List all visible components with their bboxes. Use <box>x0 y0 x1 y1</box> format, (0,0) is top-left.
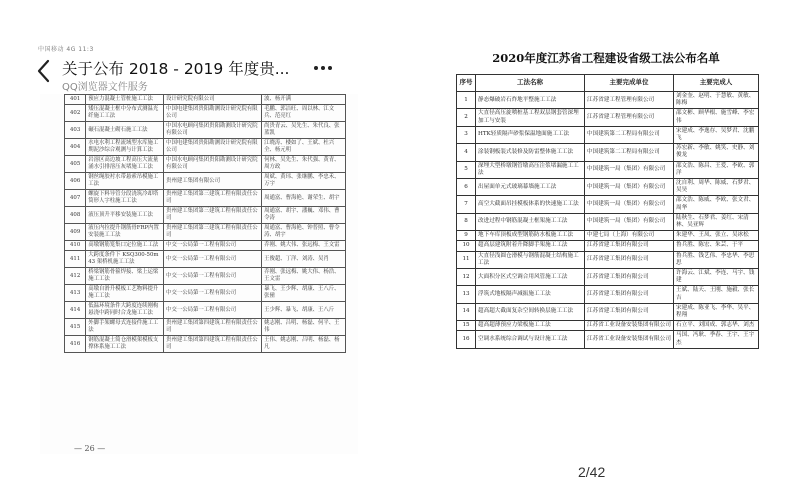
table-row <box>457 251 759 268</box>
cell-people: 周通富、胡宇、潘巍、邓伟、曹令涛 <box>262 207 346 224</box>
cell-people: 刘金奎、赵明、于慧敏、黄敏、陈梅 <box>674 92 759 109</box>
more-options-icon[interactable] <box>312 60 334 74</box>
cell-no: 13 <box>457 286 476 303</box>
cell-people: 宋建成、陈亚飞、李华、吴平、程翔 <box>674 303 759 320</box>
app-header <box>0 52 362 94</box>
cell-people: 周通富、曹海艳、钟普照、曹令涛、胡宇 <box>262 224 346 241</box>
cell-name: 地下车库顶板成型钢筋防水板施工工法 <box>476 231 585 241</box>
cell-people: 王俊超、丁洋、刘涛、吴肖 <box>262 251 346 268</box>
table-row <box>457 331 759 348</box>
document-table <box>64 94 346 353</box>
cell-no: 15 <box>457 321 476 331</box>
table-row <box>65 285 346 302</box>
table-row <box>65 105 346 122</box>
cell-name: HTK轻质隔声砂浆保温地面施工工法 <box>476 126 585 143</box>
cell-no: 408 <box>65 207 86 224</box>
cell-unit: 中国建筑第二工程局有限公司 <box>585 126 674 143</box>
cell-people: 波、杨开满 <box>262 95 346 105</box>
header-unit: 主要完成单位 <box>585 75 674 92</box>
cell-unit: 中国建筑一局（集团）有限公司 <box>585 161 674 178</box>
cell-no: 5 <box>457 161 476 178</box>
cell-no: 414 <box>65 302 86 319</box>
table-row <box>65 139 346 156</box>
cell-unit: 贵州建工集团第四建筑工程有限责任公司 <box>164 336 262 353</box>
cell-unit: 中交一公局第一工程有限公司 <box>164 302 262 319</box>
cell-unit: 江苏省建工集团有限公司 <box>585 241 674 251</box>
table-row <box>457 196 759 213</box>
list-title: 2020年度江苏省工程建设省级工法公布名单 <box>492 51 720 65</box>
cell-people: 周斌、黄玮、张继鹏、李忠禾、万宇 <box>262 173 346 190</box>
table-row <box>457 144 759 161</box>
cell-name: 浮筑式地板隔声减振施工工法 <box>476 286 585 303</box>
cell-people: 沈自利、周华、陈威、石梦君、吴昊 <box>674 179 759 196</box>
cell-unit: 中国建筑一局（集团）有限公司 <box>585 179 674 196</box>
cell-people: 邵文彬、顾华根、施雪峰、李宏伟 <box>674 109 759 126</box>
cell-no: 411 <box>65 251 86 268</box>
cell-people: 王少辉、暴飞、胡康、王八斤 <box>262 302 346 319</box>
status-bar: 中国移动 4G 11:3 <box>38 46 94 53</box>
header-no: 序号 <box>457 75 476 92</box>
table-row <box>457 241 759 251</box>
document-source: QQ浏览器文件服务 <box>62 82 148 93</box>
cell-people: 马国、冯耿、季春、王宇、王宇杰 <box>674 331 759 348</box>
document-title: 关于公布 2018 - 2019 年度贵... <box>62 60 290 78</box>
cell-unit: 中国水电顾问集团贵阳勘测设计研究院有限公司 <box>164 156 262 173</box>
cell-unit: 江苏省建工集团有限公司 <box>585 251 674 268</box>
cell-unit: 中交一公局第一工程有限公司 <box>164 251 262 268</box>
table-row <box>65 241 346 251</box>
method-list-table <box>456 74 759 349</box>
cell-people: 石立平、刘国成、郭志华、刘杰 <box>674 321 759 331</box>
cell-no: 2 <box>457 109 476 126</box>
cell-no: 9 <box>457 231 476 241</box>
cell-unit: 江苏省建工集团有限公司 <box>585 269 674 286</box>
cell-no: 4 <box>457 144 476 161</box>
cell-no: 407 <box>65 190 86 207</box>
table-row <box>457 161 759 178</box>
cell-name: 矮压混凝土框中分布式测温光纤施工工法 <box>86 105 164 122</box>
table-row <box>457 269 759 286</box>
cell-people: 姚志刚、吕明、杨磊、何平、王伟 <box>262 319 346 336</box>
cell-people: 邵文浩、陈威、李欧、张文君、周华 <box>674 196 759 213</box>
cell-unit: 中交一公局第一工程有限公司 <box>164 268 262 285</box>
cell-people: 邵文浩、陈昌、王爱、李欧、郭洋 <box>674 161 759 178</box>
cell-name: 大直径高压旋喷桩基工程双层钢套管深埋加工与安装 <box>476 109 585 126</box>
table-row <box>65 156 346 173</box>
cell-name: 深埋大型桥墩钢管墩高压注浆堵漏施工工法 <box>476 161 585 178</box>
cell-unit: 中建七局（上海）有限公司 <box>585 231 674 241</box>
page-indicator: 2/42 <box>578 464 606 480</box>
cell-people: 暴飞、王少辉、胡康、王八斤、张僮 <box>262 285 346 302</box>
cell-unit: 中交一公局第一工程有限公司 <box>164 285 262 302</box>
cell-people: 王斌、陆天、王刚、施毅、张长吉 <box>674 286 759 303</box>
cell-no: 3 <box>457 126 476 143</box>
table-row <box>65 207 346 224</box>
cell-name: 超高层建筑附着升降脚手架施工工法 <box>476 241 585 251</box>
table-row <box>457 303 759 320</box>
document-page-number: — 26 — <box>74 444 106 453</box>
cell-people: 苏宏新、李敏、姚笑、史静、刘俊龙 <box>674 144 759 161</box>
cell-unit: 中国水电顾问集团贵阳勘测设计研究院有限公司 <box>164 122 262 139</box>
cell-unit: 江苏省工业设备安装集团有限公司 <box>585 331 674 348</box>
table-row <box>65 319 346 336</box>
cell-unit: 江苏省建工程管理有限公司 <box>585 109 674 126</box>
cell-no: 7 <box>457 196 476 213</box>
left-phone-screen <box>0 0 362 500</box>
cell-name: 涂装钢板装式装修及防雷整体施工工法 <box>476 144 585 161</box>
cell-name: 静态爆破岩石炸地平整施工工法 <box>476 92 585 109</box>
cell-unit: 江苏省工业设备安装集团有限公司 <box>585 321 674 331</box>
table-row <box>65 173 346 190</box>
cell-unit: 贵州建工集团第三建筑工程有限责任公司 <box>164 190 262 207</box>
cell-unit: 贵州建工集团有限公司 <box>164 173 262 190</box>
cell-no: 8 <box>457 213 476 230</box>
cell-name: 液压内拉提升钢筋骨FRP内置安装施工工法 <box>86 224 164 241</box>
cell-no: 401 <box>65 95 86 105</box>
cell-no: 11 <box>457 251 476 268</box>
cell-no: 12 <box>457 269 476 286</box>
cell-name: 外脚手架螺母式连接件施工工法 <box>86 319 164 336</box>
cell-name: 钢筋混凝土简仓滑模架模板支撑体系施工工法 <box>86 336 164 353</box>
cell-name: 预应力混凝土管桩施工工法 <box>86 95 164 105</box>
table-row <box>457 213 759 230</box>
back-arrow-icon[interactable] <box>34 58 54 84</box>
cell-unit: 设计研究院有限公司 <box>164 95 262 105</box>
cell-name: 桥梁钢筋骨箍焊接、梁上运梁施工工法 <box>86 268 164 285</box>
cell-no: 406 <box>65 173 86 190</box>
cell-name: 空调水系统综合调试与设计施工工法 <box>476 331 585 348</box>
table-row <box>457 92 759 109</box>
table-row <box>65 251 346 268</box>
cell-name: 高空大截面吊挂模板体系的快速施工工法 <box>476 196 585 213</box>
cell-name: 岩溶区高边坡工程高压大流量涌水引排溶压灰堵施工工法 <box>86 156 164 173</box>
cell-no: 402 <box>65 105 86 122</box>
table-row <box>457 286 759 303</box>
table-row <box>457 126 759 143</box>
cell-people: 陆秋生、石梦君、姜红、宋清林、吴亚辉 <box>674 213 759 230</box>
cell-no: 6 <box>457 179 476 196</box>
cell-name: 低温环境条件大跨度连续刚构悬浇中跨同时合龙施工工法 <box>86 302 164 319</box>
table-row <box>65 336 346 353</box>
cell-no: 403 <box>65 122 86 139</box>
cell-people: 周通富、曹海艳、谢荣生、胡宇 <box>262 190 346 207</box>
cell-unit: 中国建筑一局（集团）有限公司 <box>585 196 674 213</box>
cell-people: 毛鹏、郭洁旺、周以林、江文兵、范亮红 <box>262 105 346 122</box>
cell-people: 王伟、姚志刚、吕明、杨磊、杨凡 <box>262 336 346 353</box>
cell-no: 1 <box>457 92 476 109</box>
cell-name: 钢丝绳胶衬水带悬索吊模施工工法 <box>86 173 164 190</box>
cell-unit: 贵州建工集团第四建筑工程有限责任公司 <box>164 319 262 336</box>
table-row <box>457 231 759 241</box>
cell-name: 大跨度条件下 KSQ300-50m43 架桥机施工工法 <box>86 251 164 268</box>
cell-name: 出屋面单元式玻璃幕墙施工工法 <box>476 179 585 196</box>
table-row <box>65 122 346 139</box>
cell-no: 416 <box>65 336 86 353</box>
cell-people: 许海云、江斌、李连、马宇、钱建 <box>674 269 759 286</box>
cell-people: 乔刚、姚大伟、张远梅、王文雷 <box>262 241 346 251</box>
cell-people: 朱建华、王凤、张立、吴冰松 <box>674 231 759 241</box>
cell-no: 14 <box>457 303 476 320</box>
cell-unit: 中交一公局第一工程有限公司 <box>164 241 262 251</box>
document-page <box>40 94 358 454</box>
cell-unit: 贵州建工集团第三建筑工程有限责任公司 <box>164 207 262 224</box>
cell-name: 超高超大截面复杂空间转换层施工工法 <box>476 303 585 320</box>
cell-no: 415 <box>65 319 86 336</box>
right-document-page <box>450 36 762 484</box>
cell-no: 405 <box>65 156 86 173</box>
table-row <box>65 224 346 241</box>
cell-name: 高墩自滑升模板工艺物料提升施工工法 <box>86 285 164 302</box>
cell-people: 鲁兵胜、钱艺伟、李忠华、李思思 <box>674 251 759 268</box>
cell-name: 螺旋下料导管分段浇筑冷却塔筒形人字柱施工工法 <box>86 190 164 207</box>
table-row <box>457 109 759 126</box>
cell-no: 410 <box>65 241 86 251</box>
header-people: 主要完成人 <box>674 75 759 92</box>
cell-name: 大面积分区式空调合用风管施工工法 <box>476 269 585 286</box>
cell-people: 宋建成、李逸存、吴梦君、沈鹏飞 <box>674 126 759 143</box>
cell-name: 高墩钢筋笼集口定位施工工法 <box>86 241 164 251</box>
table-row <box>65 268 346 285</box>
cell-people: 乔刚、张远梅、姚大伟、杨浩、王文雷 <box>262 268 346 285</box>
cell-people: 何林、吴先生、朱代强、黄青、周方政 <box>262 156 346 173</box>
table-header-row <box>457 75 759 92</box>
cell-name: 水电水利工程流域型水库施工期泥沙综合观测与计算工法 <box>86 139 164 156</box>
cell-name: 超高超薄预应力梁板施工工法 <box>476 321 585 331</box>
table-row <box>65 95 346 105</box>
cell-unit: 江苏省建工集团有限公司 <box>585 303 674 320</box>
cell-name: 改进过程中钢筋混凝土框架施工工法 <box>476 213 585 230</box>
cell-name: 碾石混凝土砌石施工工法 <box>86 122 164 139</box>
cell-unit: 中国电建集团贵阳勘测设计研究院有限公司 <box>164 105 262 122</box>
cell-no: 412 <box>65 268 86 285</box>
cell-unit: 中国电建集团贵阳勘测设计研究院有限公司 <box>164 139 262 156</box>
table-row <box>457 321 759 331</box>
cell-unit: 中国建筑第二工程局有限公司 <box>585 144 674 161</box>
cell-unit: 中国建筑一局（集团）有限公司 <box>585 213 674 230</box>
cell-no: 10 <box>457 241 476 251</box>
cell-name: 大直径浅圆仓滑模与钢筋混凝土结构施工工法 <box>476 251 585 268</box>
cell-no: 413 <box>65 285 86 302</box>
cell-name: 液压顶升平移安装施工工法 <box>86 207 164 224</box>
cell-no: 404 <box>65 139 86 156</box>
cell-unit: 贵州建工集团第三建筑工程有限责任公司 <box>164 224 262 241</box>
cell-unit: 江苏省建工集团有限公司 <box>585 286 674 303</box>
table-row <box>65 190 346 207</box>
header-name: 工法名称 <box>476 75 585 92</box>
cell-people: 江晓涛、楼如了、王斌、杜兴全、杨元明 <box>262 139 346 156</box>
cell-people: 尚贵青云、吴先生、朱代良、张蓝凯 <box>262 122 346 139</box>
cell-no: 16 <box>457 331 476 348</box>
cell-people: 鲁兵胜、陈宏、朱芸、于平 <box>674 241 759 251</box>
table-row <box>65 302 346 319</box>
table-row <box>457 179 759 196</box>
cell-no: 409 <box>65 224 86 241</box>
cell-unit: 江苏省建工程管理有限公司 <box>585 92 674 109</box>
